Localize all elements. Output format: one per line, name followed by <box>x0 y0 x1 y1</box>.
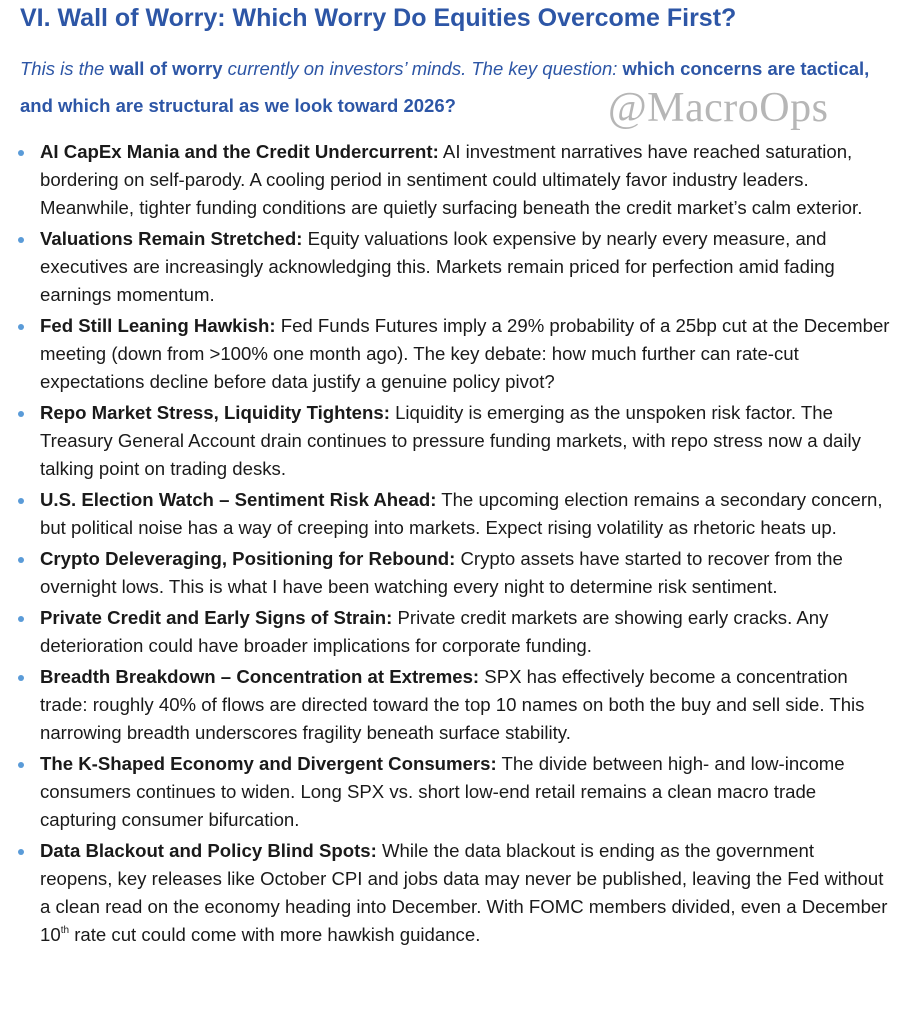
item-text: The divide between high- and low-income consumers continues to widen. Long SPX vs. short low-end retail remains a clean macro trade capturing consumer bifurcation. <box>40 753 845 830</box>
bullet-icon <box>18 498 24 504</box>
bullet-icon <box>18 150 24 156</box>
list-item <box>0 604 908 660</box>
list-item <box>0 837 908 949</box>
item-text: Liquidity is emerging as the unspoken risk factor. The Treasury General Account drain continues to pressure funding markets, with repo stress now a daily talking point on trading desks. <box>40 402 861 479</box>
item-heading: Private Credit and Early Signs of Strain: <box>40 607 393 628</box>
item-heading: Fed Still Leaning Hawkish: <box>40 315 276 336</box>
list-item <box>0 663 908 747</box>
bullet-icon <box>18 411 24 417</box>
superscript-th: th <box>60 925 70 936</box>
item-heading: U.S. Election Watch – Sentiment Risk Ahead: <box>40 489 437 510</box>
intro-text-2: currently on investors’ minds. The key question: <box>222 58 623 79</box>
item-heading: AI CapEx Mania and the Credit Undercurrent: <box>40 141 439 162</box>
item-text-tail: rate cut could come with more hawkish guidance. <box>69 924 481 945</box>
item-text: AI investment narratives have reached saturation, bordering on self-parody. A cooling period in sentiment could ultimately favor industry leaders. Meanwhile, tighter funding conditions are quietly surfacing beneath the credit market’s calm exterior. <box>40 141 863 218</box>
item-text: SPX has effectively become a concentration trade: roughly 40% of flows are directed toward the top 10 names on both the buy and sell side. This narrowing breadth underscores fragility beneath surface stability. <box>40 666 865 743</box>
list-item <box>0 312 908 396</box>
section-title: VI. Wall of Worry: Which Worry Do Equities Overcome First? <box>20 4 737 32</box>
list-item <box>0 545 908 601</box>
item-text: The upcoming election remains a secondary concern, but political noise has a way of creeping into markets. Expect rising volatility as rhetoric heats up. <box>40 489 883 538</box>
item-heading: Valuations Remain Stretched: <box>40 228 303 249</box>
bullet-icon <box>18 237 24 243</box>
item-text: Fed Funds Futures imply a 29% probability of a 25bp cut at the December meeting (down from >100% one month ago). The key debate: how much further can rate-cut expectations decline before data justify a genuine policy pivot? <box>40 315 890 392</box>
item-text: Crypto assets have started to recover from the overnight lows. This is what I have been watching every night to determine risk sentiment. <box>40 548 843 597</box>
list-item <box>0 138 908 222</box>
bullet-icon <box>18 616 24 622</box>
list-item <box>0 486 908 542</box>
list-item <box>0 750 908 834</box>
intro-bold-2: which concerns are tactical, and which are structural as we look toward 2026? <box>20 58 870 116</box>
bullet-icon <box>18 762 24 768</box>
bullet-icon <box>18 557 24 563</box>
intro-text-1: This is the <box>20 58 110 79</box>
list-item <box>0 225 908 309</box>
item-text: Private credit markets are showing early cracks. Any deterioration could have broader implications for corporate funding. <box>40 607 829 656</box>
worry-list <box>0 138 908 952</box>
intro-bold-1: wall of worry <box>109 58 223 79</box>
bullet-icon <box>18 675 24 681</box>
bullet-icon <box>18 849 24 855</box>
item-text: While the data blackout is ending as the government reopens, key releases like October CPI and jobs data may never be published, leaving the Fed without a clean read on the economy heading into December. With FOMC members divided, even a December 10 <box>40 840 888 945</box>
watermark: @MacroOps <box>608 85 829 131</box>
item-heading: Breadth Breakdown – Concentration at Extremes: <box>40 666 480 687</box>
item-heading: Crypto Deleveraging, Positioning for Rebound: <box>40 548 456 569</box>
item-text: Equity valuations look expensive by nearly every measure, and executives are increasingly acknowledging this. Markets remain priced for perfection amid fading earnings momentum. <box>40 228 835 305</box>
list-item <box>0 399 908 483</box>
bullet-icon <box>18 324 24 330</box>
item-heading: The K-Shaped Economy and Divergent Consumers: <box>40 753 497 774</box>
item-heading: Data Blackout and Policy Blind Spots: <box>40 840 377 861</box>
item-heading: Repo Market Stress, Liquidity Tightens: <box>40 402 390 423</box>
